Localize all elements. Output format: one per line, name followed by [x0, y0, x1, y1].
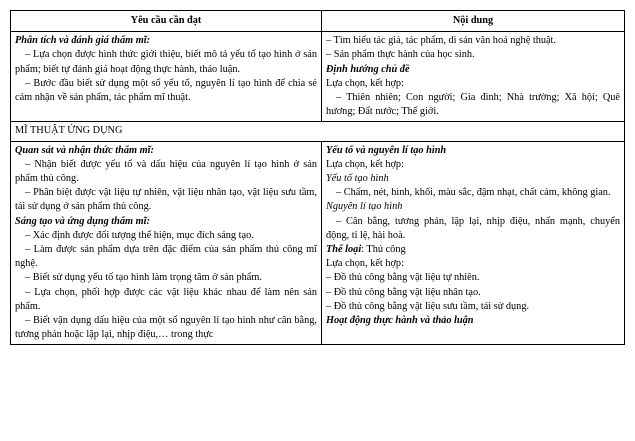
list-item: – Thiên nhiên; Con người; Gia đình; Nhà trường; Xã hội; Quê hương; Đất nước; Thế giới.	[326, 92, 620, 118]
lead-text: Lựa chọn, kết hợp:	[326, 158, 404, 170]
section-heading: Sáng tạo và ứng dụng thẩm mĩ:	[15, 215, 150, 227]
section-row	[11, 122, 625, 141]
list-item: – Nhận biết được yếu tố và dấu hiệu của nguyên lí tạo hình ở sản phẩm thủ công.	[15, 158, 317, 185]
list-item: – Bước đầu biết sử dụng một số yếu tố, nguyên lí tạo hình để chia sẻ cảm nhận về sản phẩm, tác phẩm mĩ thuật.	[15, 77, 317, 104]
list-item: – Đồ thủ công bằng vật liệu sưu tầm, tái sử dụng.	[326, 300, 530, 312]
list-item: – Lựa chọn, phối hợp được các vật liệu khác nhau để làm nên sản phẩm.	[15, 286, 317, 312]
header-row	[11, 11, 625, 32]
list-item: – Phân biệt được vật liệu tự nhiên, vật liệu nhân tạo, vật liệu sưu tầm, tái sử dụng ở sản phẩm thủ công.	[15, 187, 317, 213]
subheading-italic: Yếu tố tạo hình	[326, 173, 389, 185]
genre-label: Thể loại	[326, 244, 362, 256]
list-item: – Đồ thủ công bằng vật liệu nhân tạo.	[326, 286, 481, 298]
subheading: Định hướng chủ đề	[326, 63, 410, 75]
subheading-italic: Nguyên lí tạo hình	[326, 201, 403, 213]
applied-art-row	[11, 141, 625, 345]
list-item: – Xác định được đối tượng thể hiện, mục đích sáng tạo.	[25, 229, 254, 241]
list-item: – Biết vận dụng dấu hiệu của một số nguyên lí tạo hình như cân bằng, tương phản hoặc lặp lại, nhịp điệu,… trong thực	[15, 315, 317, 341]
lead-text: Lựa chọn, kết hợp:	[326, 77, 404, 89]
list-item: – Sản phẩm thực hành của học sinh.	[326, 49, 475, 61]
genre-value: : Thủ công	[361, 244, 406, 256]
list-item: – Đồ thủ công bằng vật liệu tự nhiên.	[326, 272, 480, 284]
header-requirements: Yêu cầu cần đạt	[11, 11, 322, 32]
aesthetic-analysis-row	[11, 32, 625, 122]
subheading: Hoạt động thực hành và thảo luận	[326, 315, 474, 327]
content-cell	[322, 141, 625, 345]
requirements-cell	[11, 141, 322, 345]
requirements-cell	[11, 32, 322, 122]
list-item: – Chấm, nét, hình, khối, màu sắc, đậm nhạt, chất cảm, không gian.	[336, 187, 611, 199]
list-item: – Tìm hiểu tác giả, tác phẩm, di sản văn hoá nghệ thuật.	[326, 35, 556, 47]
genre-line	[326, 243, 620, 257]
list-item: – Làm được sản phẩm dựa trên đặc điểm của sản phẩm thủ công mĩ nghệ.	[15, 244, 317, 270]
list-item: – Lựa chọn được hình thức giới thiệu, biết mô tả yếu tố tạo hình ở sản phẩm; biết tự đánh giá hoạt động thực hành, thảo luận.	[15, 49, 317, 75]
list-item: – Cân bằng, tương phản, lặp lại, nhịp điệu, nhấn mạnh, chuyển động, tỉ lệ, hài hoà.	[326, 215, 620, 241]
section-heading: Quan sát và nhận thức thẩm mĩ:	[15, 144, 154, 156]
lead-text: Lựa chọn, kết hợp:	[326, 258, 404, 270]
section-title: MĨ THUẬT ỨNG DỤNG	[11, 122, 625, 141]
section-heading: Phân tích và đánh giá thẩm mĩ:	[15, 35, 151, 47]
header-content: Nội dung	[322, 11, 625, 32]
list-item: – Biết sử dụng yếu tố tạo hình làm trọng tâm ở sản phẩm.	[25, 272, 262, 284]
curriculum-table	[10, 10, 625, 345]
subheading: Yếu tố và nguyên lí tạo hình	[326, 144, 447, 156]
content-cell	[322, 32, 625, 122]
